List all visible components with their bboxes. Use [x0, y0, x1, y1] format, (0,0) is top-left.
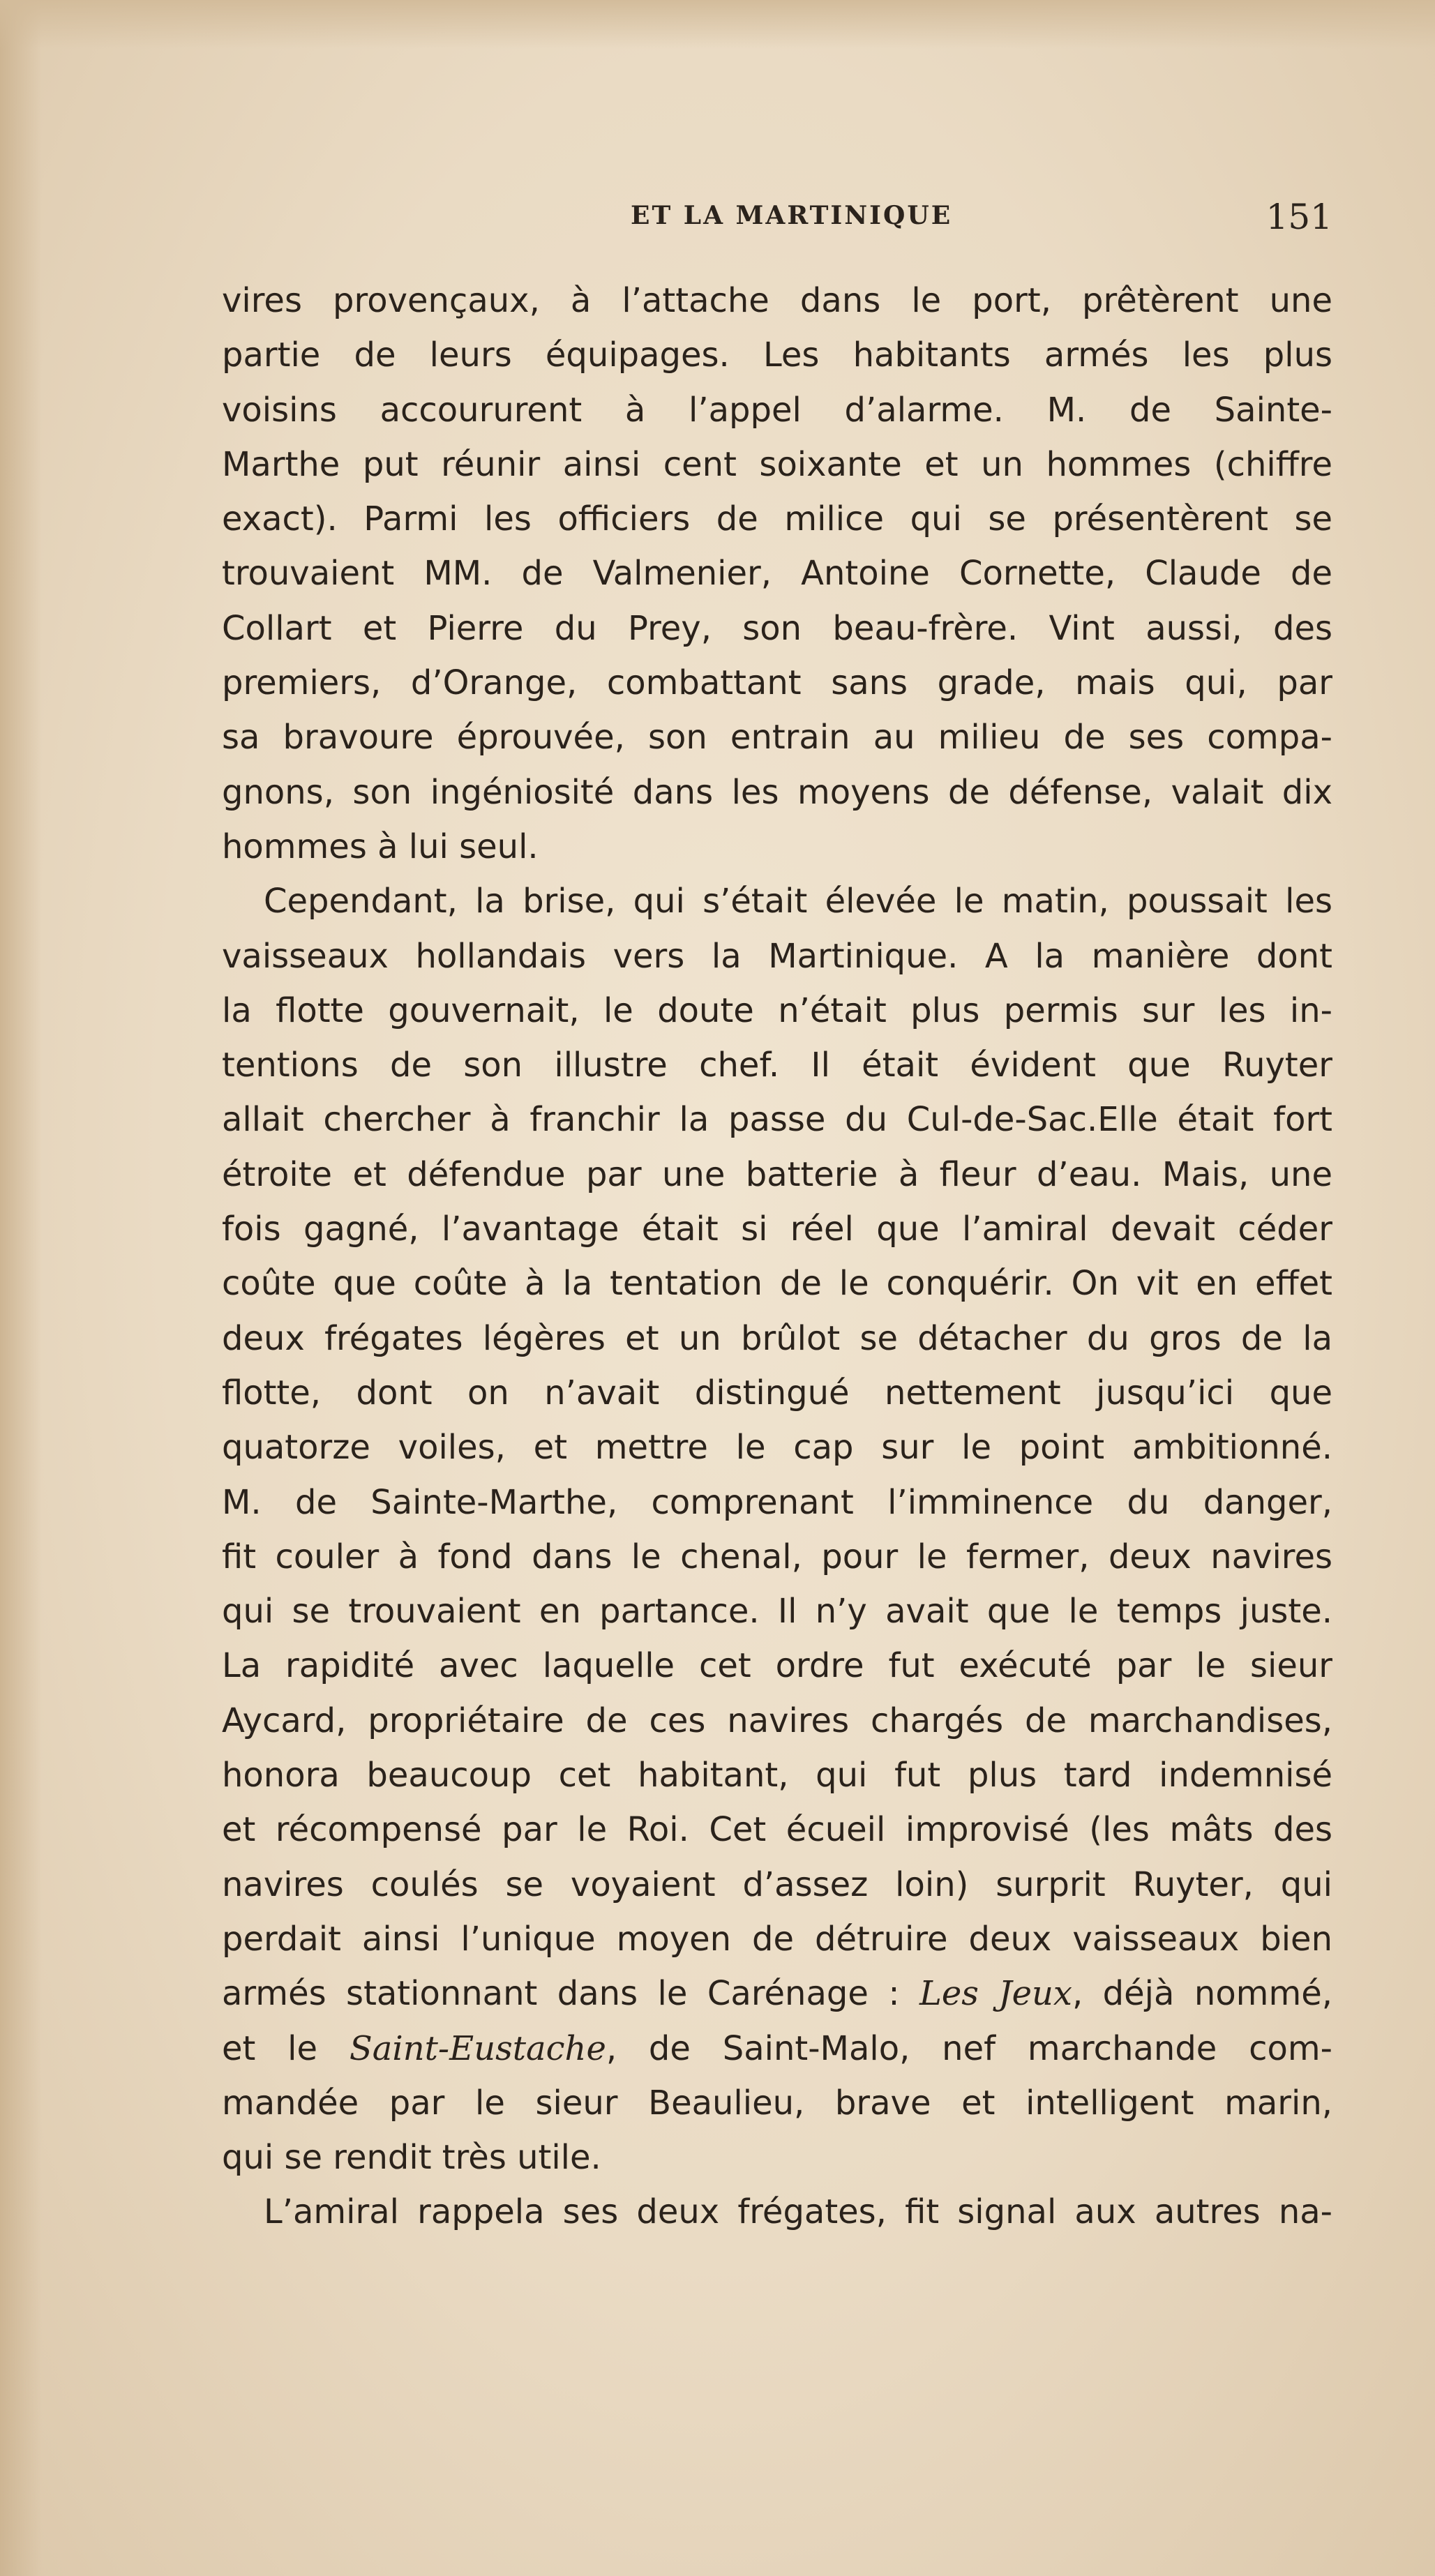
paragraph-2	[222, 874, 1332, 2185]
text-line: gnons, son ingéniosité dans les moyens de défense, valait dix	[222, 772, 1332, 812]
ship-name-les-jeux: Les Jeux	[919, 1974, 1072, 2014]
paragraph-3	[222, 2185, 1332, 2239]
text-line: fois gagné, l’avantage était si réel que l’amiral devait céder	[222, 1210, 1332, 1249]
text-segment: armés stationnant dans le Carénage :	[222, 1974, 919, 2014]
text-line: coûte que coûte à la tentation de le conquérir. On vit en effet	[222, 1264, 1332, 1304]
text-line: partie de leurs équipages. Les habitants armés les plus	[222, 336, 1332, 375]
page-edge-shadow-left	[0, 0, 42, 2576]
text-segment: , de Saint-Malo, nef marchande com-	[606, 2028, 1332, 2068]
text-line: quatorze voiles, et mettre le cap sur le point ambitionné.	[222, 1428, 1332, 1468]
text-line	[222, 2021, 1332, 2076]
text-line: vires provençaux, à l’attache dans le port, prêtèrent une	[222, 281, 1332, 320]
text-line: hommes à lui seul.	[222, 827, 539, 866]
text-line: voisins accoururent à l’appel d’alarme. M. de Sainte-	[222, 390, 1332, 430]
text-line: la flotte gouvernait, le doute n’était plus permis sur les in-	[222, 991, 1332, 1030]
text-line: exact). Parmi les officiers de milice qui se présentèrent se	[222, 499, 1332, 539]
text-line: Aycard, propriétaire de ces navires chargés de marchandises,	[222, 1701, 1332, 1740]
text-line: M. de Sainte-Marthe, comprenant l’imminence du danger,	[222, 1482, 1332, 1522]
text-line: deux frégates légères et un brûlot se détacher du gros de la	[222, 1318, 1332, 1358]
text-segment: et le	[222, 2028, 350, 2068]
text-line: premiers, d’Orange, combattant sans grade, mais qui, par	[222, 663, 1332, 703]
text-line: Collart et Pierre du Prey, son beau-frère. Vint aussi, des	[222, 608, 1332, 648]
text-line: allait chercher à franchir la passe du Cul-de-Sac.Elle était fort	[222, 1100, 1332, 1140]
page-number: 151	[1265, 197, 1332, 237]
text-line: La rapidité avec laquelle cet ordre fut exécuté par le sieur	[222, 1646, 1332, 1686]
text-line: qui se rendit très utile.	[222, 2138, 601, 2178]
body-text	[222, 273, 1332, 2240]
text-line: Marthe put réunir ainsi cent soixante et un hommes (chiffre	[222, 444, 1332, 484]
text-line: navires coulés se voyaient d’assez loin) surprit Ruyter, qui	[222, 1865, 1332, 1904]
running-head: ET LA MARTINIQUE	[631, 201, 953, 230]
text-line: sa bravoure éprouvée, son entrain au milieu de ses compa-	[222, 718, 1332, 758]
text-line: perdait ainsi l’unique moyen de détruire deux vaisseaux bien	[222, 1919, 1332, 1959]
text-line: vaisseaux hollandais vers la Martinique. A la manière dont	[222, 936, 1332, 976]
text-line: Cependant, la brise, qui s’était élevée le matin, poussait les	[264, 882, 1332, 921]
text-line: tentions de son illustre chef. Il était évident que Ruyter	[222, 1046, 1332, 1085]
page-edge-shadow-top	[0, 0, 1435, 49]
text-line: et récompensé par le Roi. Cet écueil improvisé (les mâts des	[222, 1810, 1332, 1850]
text-line: qui se trouvaient en partance. Il n’y avait que le temps juste.	[222, 1592, 1332, 1632]
text-line: L’amiral rappela ses deux frégates, fit signal aux autres na-	[264, 2192, 1332, 2232]
text-line: trouvaient MM. de Valmenier, Antoine Cornette, Claude de	[222, 554, 1332, 594]
text-segment: , déjà nommé,	[1072, 1974, 1332, 2014]
text-line	[222, 1966, 1332, 2021]
text-line: fit couler à fond dans le chenal, pour le fermer, deux navires	[222, 1537, 1332, 1576]
paragraph-1	[222, 273, 1332, 874]
text-line: honora beaucoup cet habitant, qui fut plus tard indemnisé	[222, 1756, 1332, 1795]
text-line: flotte, dont on n’avait distingué nettement jusqu’ici que	[222, 1373, 1332, 1413]
ship-name-saint-eustache: Saint-Eustache	[349, 2028, 606, 2068]
text-line: mandée par le sieur Beaulieu, brave et intelligent marin,	[222, 2083, 1332, 2123]
page-header	[222, 197, 1332, 239]
text-line: étroite et défendue par une batterie à fleur d’eau. Mais, une	[222, 1154, 1332, 1194]
